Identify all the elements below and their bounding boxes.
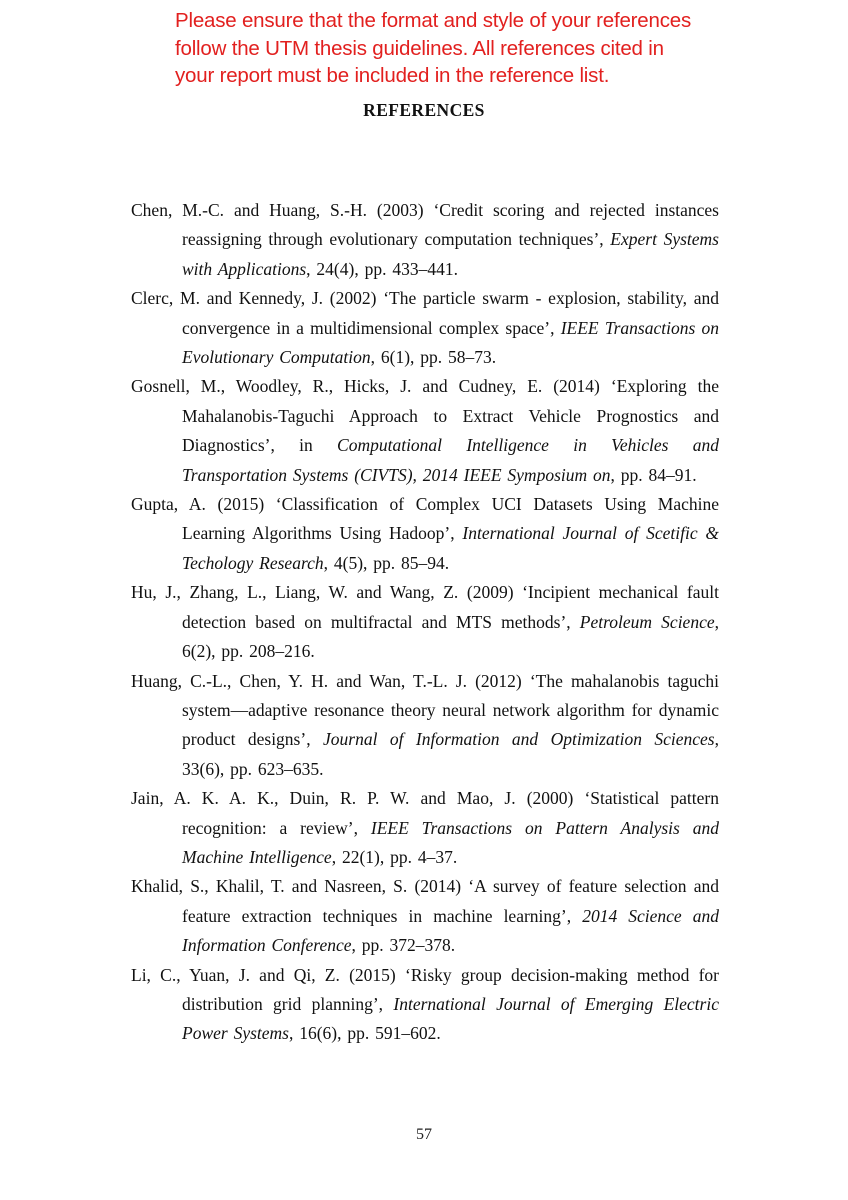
reviewer-annotation [175,7,691,90]
reference-text-segment: Gosnell, M., Woodley, R., Hicks, J. and Cudney, E. (2014) ‘Exploring the Mahalanobis-Taguchi Approach to Extract Vehicle Prognostics and Diagnostics’, in [131,376,719,456]
reference-entry [131,372,719,490]
reference-text-segment: Khalid, S., Khalil, T. and Nasreen, S. (2014) ‘A survey of feature selection and feature extraction techniques in machine learning’, [131,876,719,926]
reference-journal-title: IEEE Transactions on Evolutionary Computation [182,317,719,368]
annotation-line-3: your report must be included in the reference list. [175,64,610,87]
annotation-line-2: follow the UTM thesis guidelines. All references cited in [175,36,664,60]
reference-entry [131,284,719,372]
references-heading: REFERENCES [363,100,485,120]
reference-entry [131,578,719,666]
reference-text-segment: Jain, A. K. A. K., Duin, R. P. W. and Mao, J. (2000) ‘Statistical pattern recognition: a review’, [131,788,719,838]
reference-entry [131,490,719,578]
reference-text-segment: Clerc, M. and Kennedy, J. (2002) ‘The particle swarm - explosion, stability, and convergence in a multidimensional complex space’, [131,288,719,338]
reference-text-segment: , 6(2), pp. 208–216. [182,611,719,662]
reference-journal-title: Expert Systems with Applications [182,229,719,279]
reference-journal-title: Computational Intelligence in Vehicles and Transportation Systems (CIVTS), 2014 IEEE Symposium on [182,435,719,485]
reference-text-segment: Chen, M.-C. and Huang, S.-H. (2003) ‘Credit scoring and rejected instances reassigning through evolutionary computation techniques’, [131,200,719,250]
reference-text-segment: , 22(1), pp. 4–37. [331,846,458,867]
reference-entry [131,872,719,960]
reference-journal-title: Journal of Information and Optimization Sciences [323,729,715,750]
reference-entry [131,961,719,1049]
reference-text-segment: Li, C., Yuan, J. and Qi, Z. (2015) ‘Risky group decision-making method for distribution grid planning’, [131,964,719,1014]
page-number: 57 [416,1126,432,1143]
reference-text-segment: , pp. 372–378. [351,935,456,956]
reference-journal-title: International Journal of Emerging Electric Power Systems [182,993,719,1044]
reference-entry [131,196,719,284]
reference-text-segment: , 4(5), pp. 85–94. [323,552,450,573]
reference-text-segment: Gupta, A. (2015) ‘Classification of Complex UCI Datasets Using Machine Learning Algorithms Using Hadoop’, [131,494,719,544]
reference-text-segment: , 6(1), pp. 58–73. [370,347,497,368]
reference-text-segment: , 16(6), pp. 591–602. [288,1023,441,1044]
reference-text-segment: , 33(6), pp. 623–635. [182,729,719,779]
reference-text-segment: , pp. 84–91. [610,464,697,485]
reference-journal-title: 2014 Science and Information Conference [182,905,719,956]
reference-journal-title: International Journal of Scetific & Techology Research [182,523,719,573]
reference-entry [131,784,719,872]
reference-text-segment: , 24(4), pp. 433–441. [306,258,458,279]
reference-text-segment: Huang, C.-L., Chen, Y. H. and Wan, T.-L. J. (2012) ‘The mahalanobis taguchi system—adaptive resonance theory neural network algorithm for dynamic product designs’, [131,670,719,750]
reference-entry [131,667,719,785]
reference-journal-title: Petroleum Science [579,611,715,632]
reference-list [131,196,719,1049]
annotation-line-1: Please ensure that the format and style of your references [175,9,691,32]
reference-journal-title: IEEE Transactions on Pattern Analysis and Machine Intelligence [182,817,719,867]
reference-text-segment: Hu, J., Zhang, L., Liang, W. and Wang, Z. (2009) ‘Incipient mechanical fault detection based on multifractal and MTS methods’, [131,582,719,632]
